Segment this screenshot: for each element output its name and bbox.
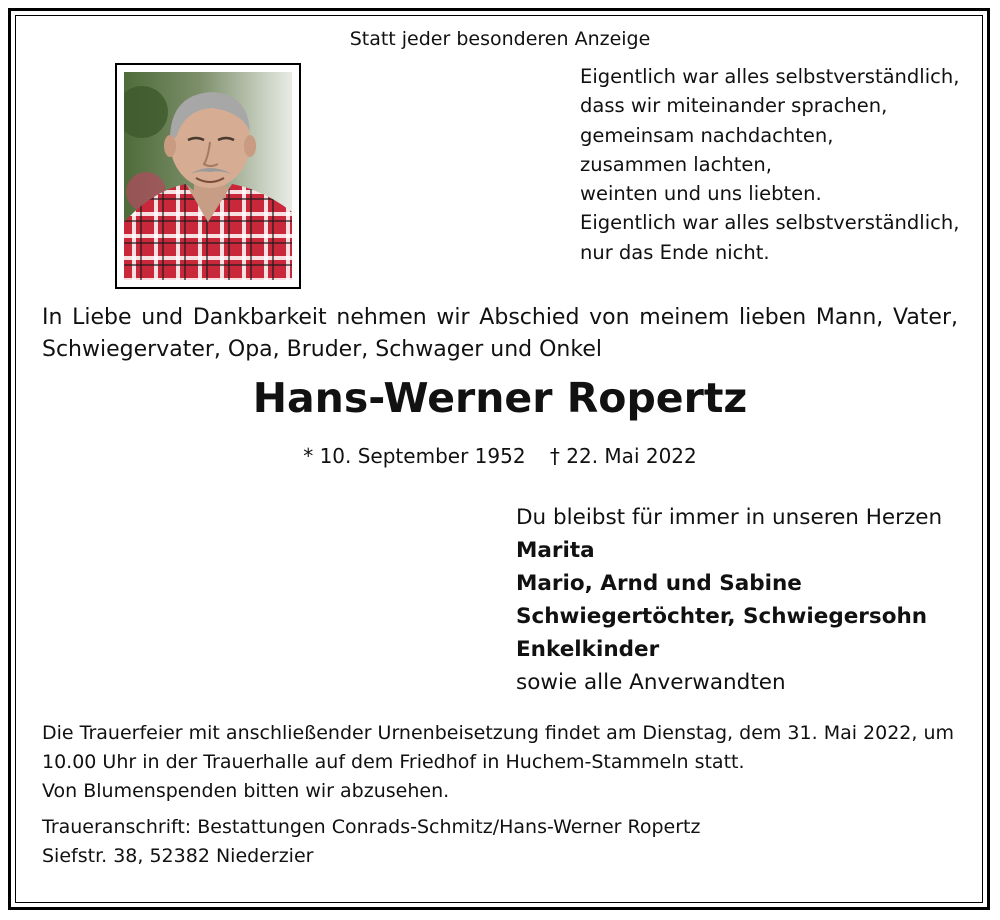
- notice-header: Statt jeder besonderen Anzeige: [349, 28, 651, 50]
- farewell-intro: In Liebe und Dankbarkeit nehmen wir Abschied von meinem lieben Mann, Vater, Schwiegervater, Opa, Bruder, Schwager und Onkel: [42, 305, 958, 362]
- address-line: Traueranschrift: Bestattungen Conrads-Schmitz/Hans-Werner Ropertz: [42, 816, 701, 838]
- address-line: Siefstr. 38, 52382 Niederzier: [42, 845, 314, 867]
- poem: [580, 62, 959, 267]
- deceased-name: Hans-Werner Ropertz: [252, 374, 748, 422]
- poem-line: weinten und uns liebten.: [580, 182, 822, 206]
- portrait-photo: [124, 72, 292, 280]
- family-member: Schwiegertöchter, Schwiegersohn: [516, 604, 928, 629]
- ceremony-line: Die Trauerfeier mit anschließender Urnenbeisetzung findet am Dienstag, dem 31. Mai 2022, um: [42, 722, 955, 744]
- birth-date: * 10. September 1952: [303, 444, 526, 468]
- family-member: Enkelkinder: [516, 637, 660, 662]
- family-motto: Du bleibst für immer in unseren Herzen: [516, 505, 943, 530]
- poem-line: zusammen lachten,: [580, 152, 772, 176]
- family-others: sowie alle Anverwandten: [516, 670, 786, 695]
- poem-line: dass wir miteinander sprachen,: [580, 94, 888, 118]
- poem-line: Eigentlich war alles selbstverständlich,: [580, 211, 960, 235]
- poem-line: Eigentlich war alles selbstverständlich,: [580, 65, 960, 88]
- poem-line: nur das Ende nicht.: [580, 240, 770, 264]
- ceremony-info: [42, 719, 962, 806]
- portrait-photo-frame: [115, 63, 301, 289]
- poem-line: gemeinsam nachdachten,: [580, 123, 834, 147]
- family-member: Marita: [516, 538, 595, 563]
- life-dates: [0, 444, 1000, 468]
- family-member: Mario, Arnd und Sabine: [516, 571, 802, 596]
- ceremony-line: 10.00 Uhr in der Trauerhalle auf dem Friedhof in Huchem-Stammeln statt.: [42, 751, 745, 773]
- ceremony-line: Von Blumenspenden bitten wir abzusehen.: [42, 780, 450, 802]
- death-date: † 22. Mai 2022: [549, 444, 697, 468]
- family-block: [516, 501, 942, 699]
- mourning-address: [42, 813, 962, 871]
